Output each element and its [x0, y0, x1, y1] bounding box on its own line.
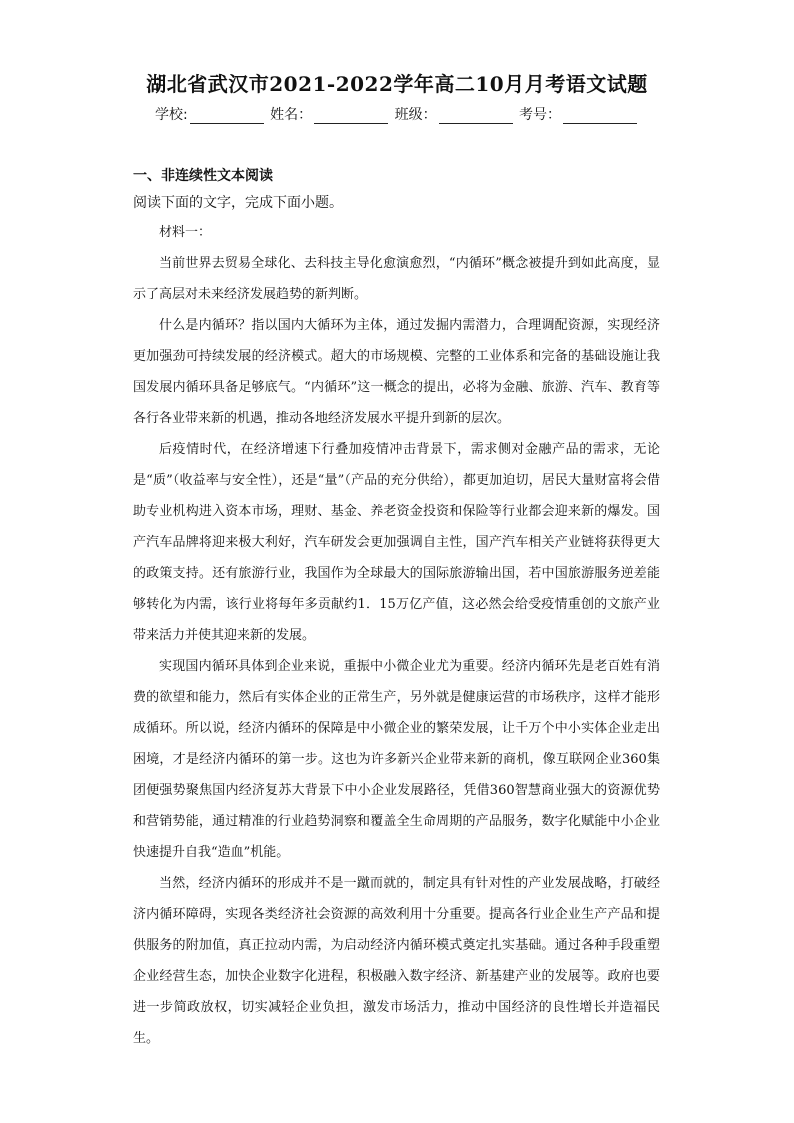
material-paragraph: 当然，经济内循环的形成并不是一蹴而就的，制定具有针对性的产业发展战略，打破经济内循环障碍，实现各类经济社会资源的高效利用十分重要。提高各行业企业生产产品和提供服务的附加值，真正拉动内需，为启动经济内循环模式奠定扎实基础。通过各种手段重塑企业经营生态，加快企业数字化进程，积极融入数字经济、新基建产业的发展等。政府也要进一步简政放权，切实减轻企业负担，激发市场活力，推动中国经济的良性增长并造福民生。 [133, 876, 660, 1046]
material-body [133, 217, 660, 1054]
exam-number-blank [563, 109, 637, 124]
material-paragraph: 后疫情时代，在经济增速下行叠加疫情冲击背景下，需求侧对金融产品的需求，无论是“质”（收益率与安全性），还是“量”（产品的充分供给），都更加迫切，居民大量财富将会借助专业机构进入资本市场，理财、基金、养老资金投资和保险等行业都会迎来新的爆发。国产汽车品牌将迎来极大利好，汽车研发会更加强调自主性，国产汽车相关产业链将获得更大的政策支持。还有旅游行业，我国作为全球最大的国际旅游输出国，若中国旅游服务逆差能够转化为内需，该行业将每年多贡献约1．15万亿产值，这必然会给受疫情重创的文旅产业带来活力并使其迎来新的发展。 [133, 442, 660, 643]
material-label: 材料一： [159, 225, 212, 240]
name-label: 姓名： [270, 107, 313, 123]
material-paragraph: 当前世界去贸易全球化、去科技主导化愈演愈烈，“内循环”概念被提升到如此高度，显示了高层对未来经济发展趋势的新判断。 [133, 256, 660, 302]
school-label: 学校: [154, 107, 188, 123]
material-paragraph: 实现国内循环具体到企业来说，重振中小微企业尤为重要。经济内循环先是老百姓有消费的欲望和能力，然后有实体企业的正常生产，另外就是健康运营的市场秩序，这样才能形成循环。所以说，经济内循环的保障是中小微企业的繁荣发展，让千万个中小实体企业走出困境，才是经济内循环的第一步。这也为许多新兴企业带来新的商机，像互联网企业360集团便强势聚焦国内经济复苏大背景下中小企业发展路径，凭借360智慧商业强大的资源优势和营销势能，通过精准的行业趋势洞察和覆盖全生命周期的产品服务，数字化赋能中小企业快速提升自我“造血”机能。 [133, 659, 660, 860]
student-info-row [0, 104, 794, 124]
reading-instruction: 阅读下面的文字，完成下面小题。 [133, 195, 343, 211]
class-blank [439, 109, 513, 124]
page-title: 湖北省武汉市2021-2022学年高二10月月考语文试题 [146, 72, 648, 96]
school-blank [190, 109, 264, 124]
name-blank [314, 109, 388, 124]
exam-number-label: 考号： [519, 107, 562, 123]
section-heading: 一、非连续性文本阅读 [133, 168, 273, 184]
class-label: 班级： [394, 107, 437, 123]
material-paragraph: 什么是内循环？指以国内大循环为主体，通过发掘内需潜力，合理调配资源，实现经济更加强劲可持续发展的经济模式。超大的市场规模、完整的工业体系和完备的基础设施让我国发展内循环具备足够底气。“内循环”这一概念的提出，必将为金融、旅游、汽车、教育等各行各业带来新的机遇，推动各地经济发展水平提升到新的层次。 [133, 318, 660, 426]
